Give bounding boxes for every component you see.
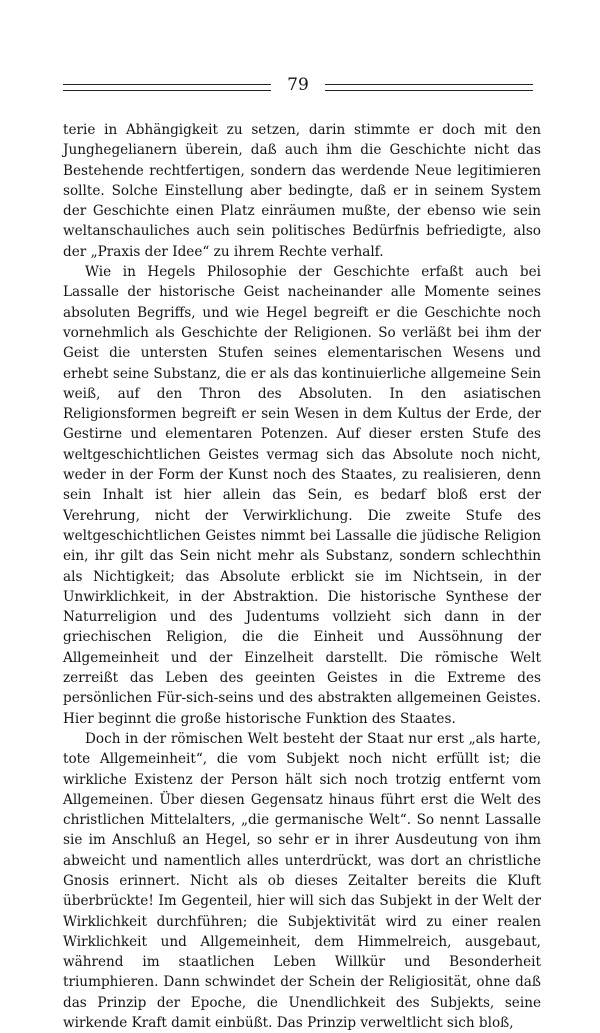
paragraph-3: Doch in der römischen Welt besteht der Staat nur erst „als harte, tote Allgemeinheit“, die vom Subjekt noch nicht erfüllt ist; die wirkliche Existenz der Person hält sich noch trotzig entfernt vom Allgemeinen. Über diesen Gegensatz hinaus führt erst die Welt des christlichen Mittelalters, „die germanische Welt“. So nennt Lassalle sie im Anschluß an Hegel, so sehr er in ihrer Ausdeutung von ihm abweicht und namentlich alles unterdrückt, was dort an christliche Gnosis erinnert. Nicht als ob dieses Zeitalter bereits die Kluft überbrückte! Im Gegenteil, hier will sich das Subjekt in der Welt der Wirklichkeit durchführen; die Subjektivität wird zu einer realen Wirklichkeit und Allgemeinheit, dem Himmelreich, ausgebaut, während im staatlichen Leben Willkür und Besonderheit triumphieren. Dann schwindet der Schein der Religiosität, ohne daß das Prinzip der Epoche, die Unendlichkeit des Subjekts, seine wirkende Kraft damit einbüßt. Das Prinzip verweltlicht sich bloß, [63,730,541,1032]
page-header [63,75,533,98]
paragraph-1: terie in Abhängigkeit zu setzen, darin stimmte er doch mit den Junghegelianern überein, daß auch ihm die Geschichte nicht das Bestehende rechtfertigen, sondern das werdende Neue legitimieren sollte. Solche Einstellung aber bedingte, daß er in seinem System der Geschichte einen Platz einräumen mußte, der ebenso wie sein weltanschauliches auch sein politisches Bedürfnis befriedigte, also der „Praxis der Idee“ zu ihrem Rechte verhalf. [63,122,541,260]
body-text [63,120,541,1033]
header-rule-right [325,84,533,91]
page-number: 79 [287,75,309,95]
paragraph-2: Wie in Hegels Philosophie der Geschichte erfaßt auch bei Lassalle der historische Geist nacheinander alle Momente seines absoluten Begriffs, und wie Hegel begreift er die Geschichte noch vornehmlich als Geschichte der Religionen. So verläßt bei ihm der Geist die untersten Stufen seines elementarischen Wesens und erhebt seine Substanz, die er als das kontinuierliche allgemeine Sein weiß, auf den Thron des Absoluten. In den asiatischen Religionsformen begreift er sein Wesen in dem Kultus der Erde, der Gestirne und elementaren Potenzen. Auf dieser ersten Stufe des weltgeschichtlichen Geistes vermag sich das Absolute noch nicht, weder in der Form der Kunst noch des Staates, zu realisieren, denn sein Inhalt ist hier allein das Sein, es bedarf bloß erst der Verehrung, nicht der Verwirklichung. Die zweite Stufe des weltgeschichtlichen Geistes nimmt bei Lassalle die jüdische Religion ein, ihr gilt das Sein nicht mehr als Substanz, sondern schlechthin als Nichtigkeit; das Absolute erblickt sie im Nichtsein, in der Unwirklichkeit, in der Abstraktion. Die historische Synthese der Naturreligion und des Judentums vollzieht sich dann in der griechischen Religion, die die Einheit und Aussöhnung der Allgemeinheit und der Einzelheit darstellt. Die römische Welt zerreißt das Leben des geeinten Geistes in die Extreme des persönlichen Für-sich-seins und des abstrakten allgemeinen Geistes. Hier beginnt die große historische Funktion des Staates. [63,264,541,727]
